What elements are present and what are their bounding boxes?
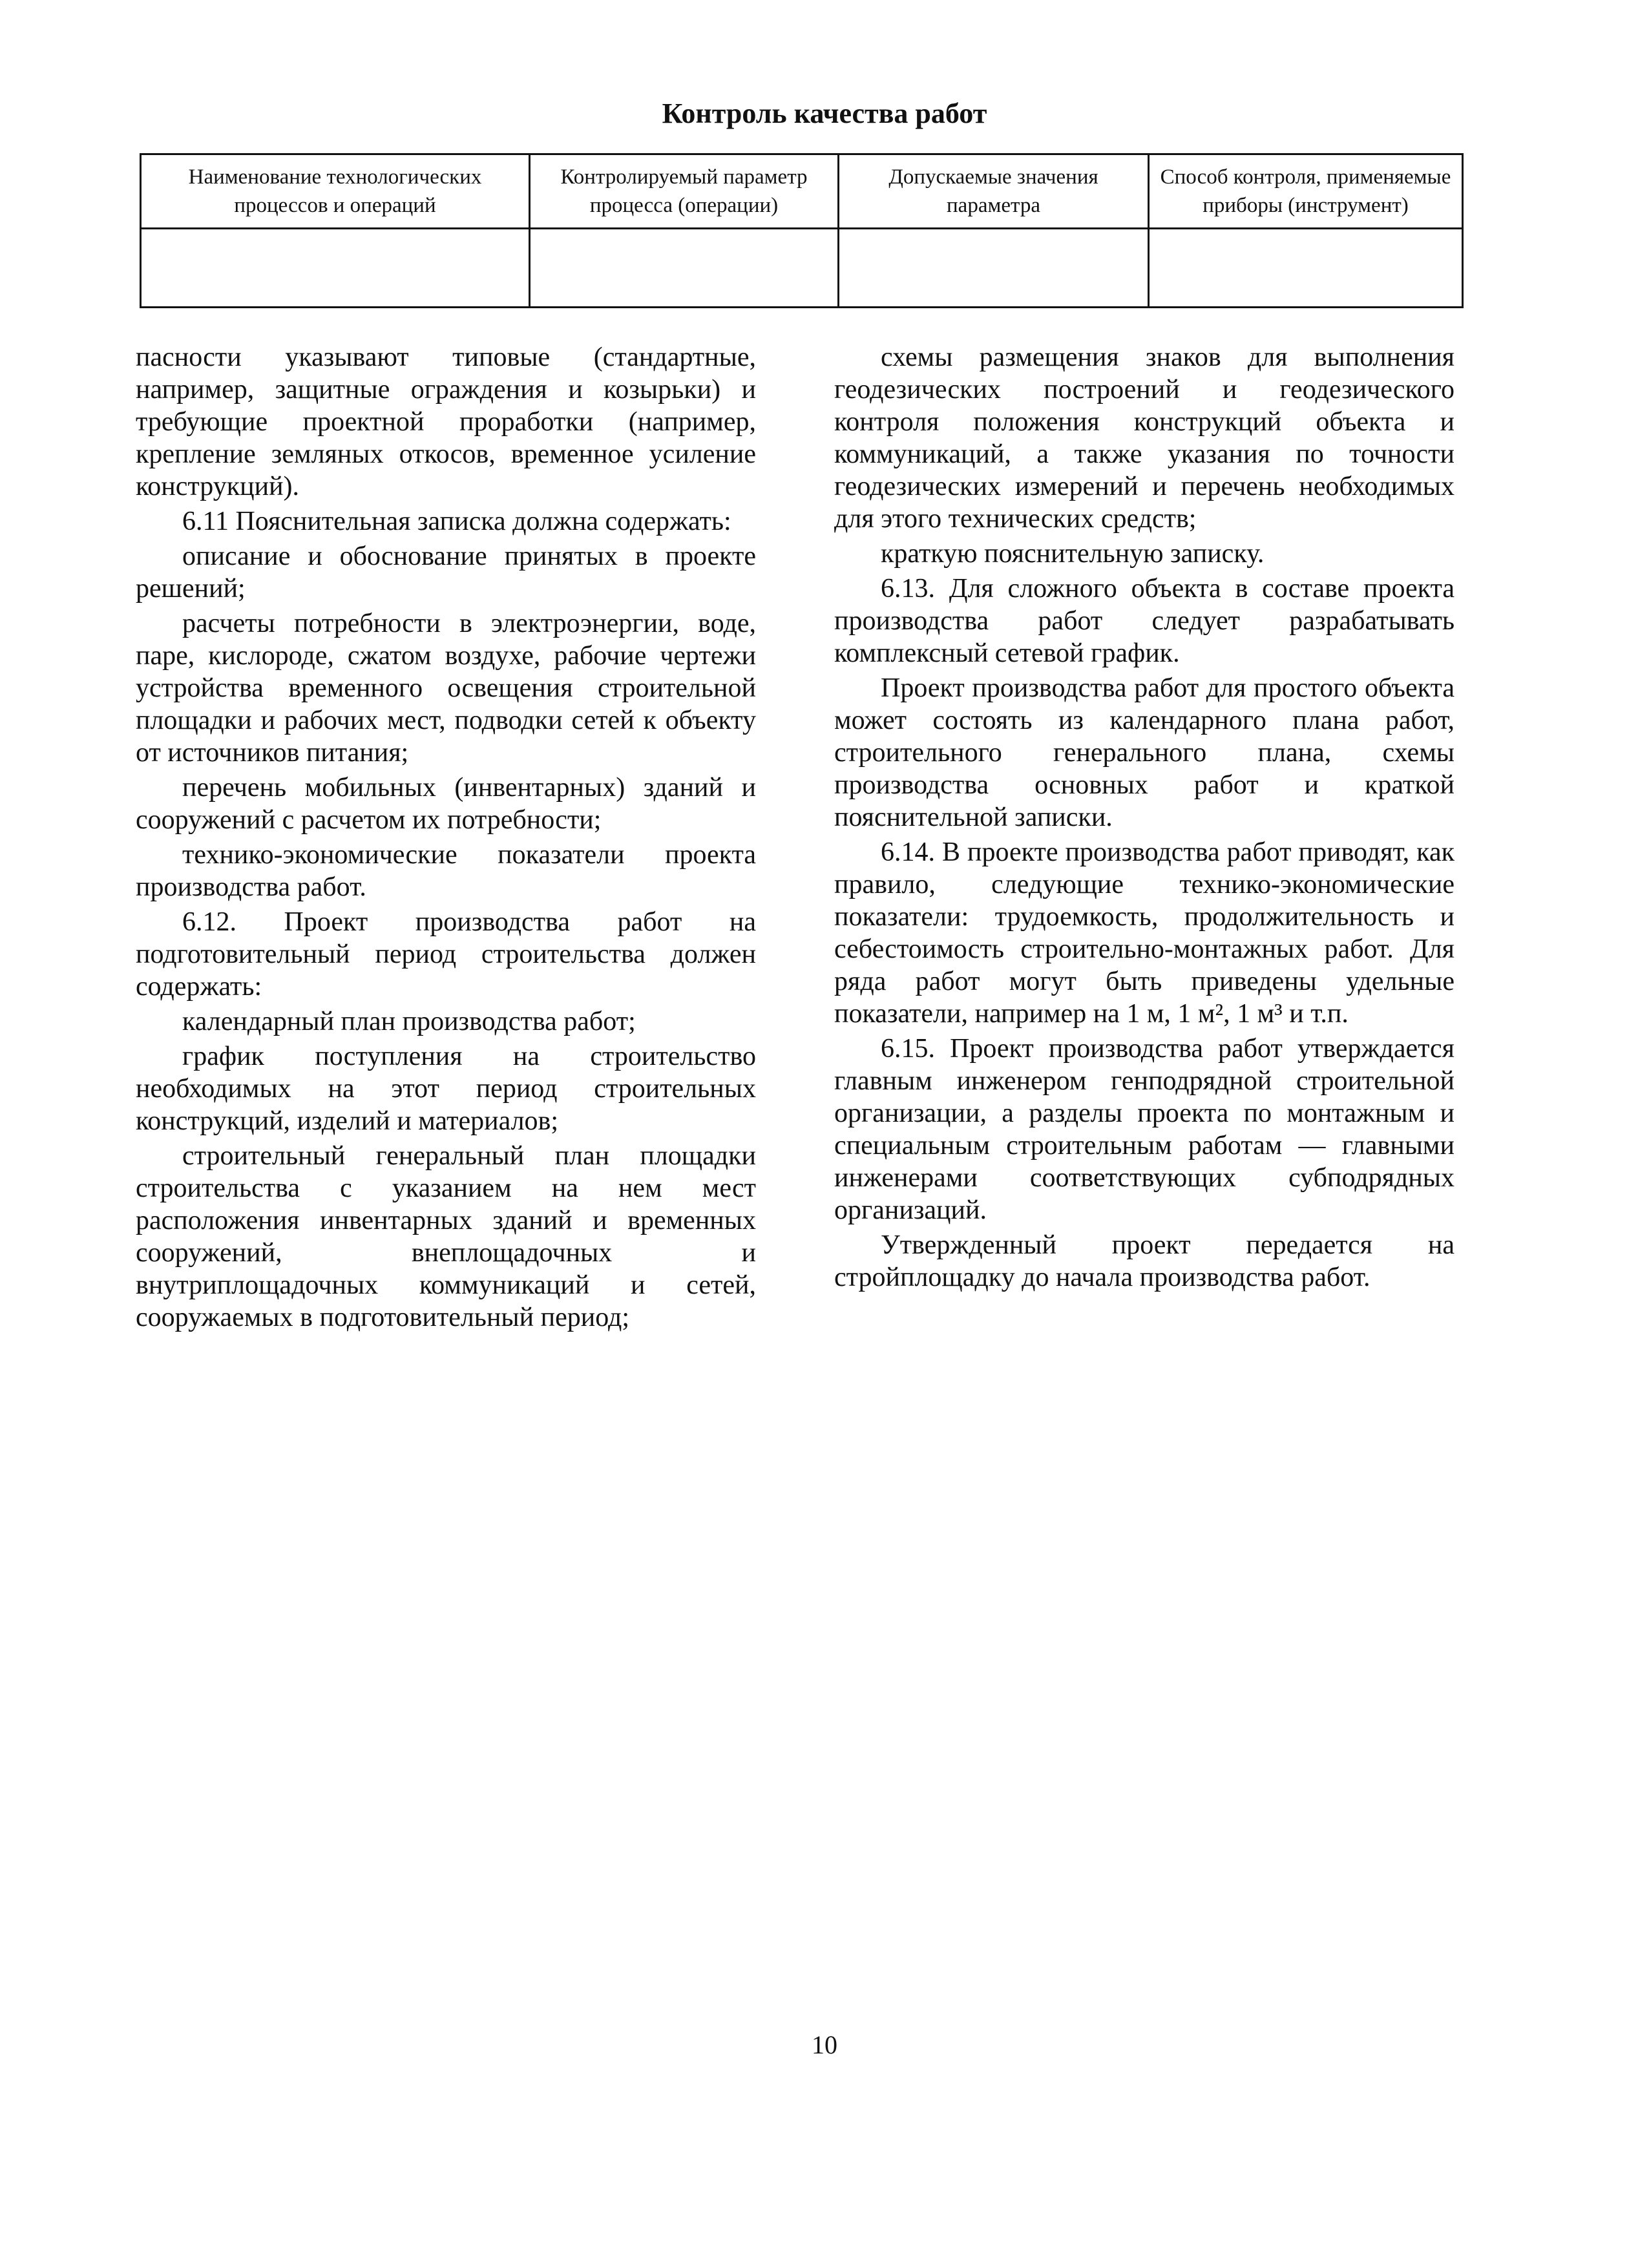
paragraph: график поступления на строительство необходимых на этот период строительных конструкций, изделий и материалов; — [136, 1042, 756, 1136]
table-cell — [530, 229, 839, 308]
paragraph: Утвержденный проект передается на стройплощадку до начала производства работ. — [834, 1230, 1455, 1292]
paragraph: пасности указывают типовые (стандартные, например, защитные ограждения и козырьки) и требующие проектной проработки (например, крепление земляных откосов, временное усиление конструкций). — [136, 342, 756, 501]
paragraph: календарный план производства работ; — [182, 1007, 636, 1036]
paragraph: 6.11 Пояснительная записка должна содержать: — [182, 507, 731, 536]
paragraph: перечень мобильных (инвентарных) зданий и сооружений с расчетом их потребности; — [136, 773, 756, 835]
paragraph: расчеты потребности в электроэнергии, воде, паре, кислороде, сжатом воздухе, рабочие чертежи устройства временного освещения строительной площадки и рабочих мест, подводки сетей к объекту от источников питания; — [136, 609, 756, 768]
table-cell — [141, 229, 530, 308]
header-allowed-values: Допускаемые значения параметра — [839, 154, 1149, 229]
paragraph: 6.12. Проект производства работ на подготовительный период строительства должен содержать: — [136, 907, 756, 1002]
table-header-row — [141, 154, 1463, 229]
paragraph: схемы размещения знаков для выполнения геодезических построений и геодезического контроля положения конструкций объекта и коммуникаций, а также указания по точности геодезических измерений и перечень необходимых для этого технических средств; — [834, 342, 1455, 534]
paragraph: Проект производства работ для простого объекта может состоять из календарного плана работ, строительного генерального плана, схемы производства основных работ и краткой пояснительной записки. — [834, 673, 1455, 832]
page-number: 10 — [812, 2030, 837, 2059]
right-text-column — [834, 341, 1455, 1296]
table-cell — [839, 229, 1149, 308]
left-text-column — [136, 341, 756, 1336]
header-control-method: Способ контроля, применяемые приборы (инструмент) — [1149, 154, 1463, 229]
paragraph: 6.15. Проект производства работ утверждается главным инженером генподрядной строительной организации, а разделы проекта по монтажным и специальным строительным работам — главными инженерами соответствующих субподрядных организаций. — [834, 1034, 1455, 1225]
paragraph: описание и обоснование принятых в проекте решений; — [136, 541, 756, 604]
page-title: Контроль качества работ — [662, 98, 987, 129]
paragraph: строительный генеральный план площадки строительства с указанием на нем мест расположения инвентарных зданий и временных сооружений, внеплощадочных и внутриплощадочных коммуникаций и сетей, сооружаемых в подготовительный период; — [136, 1141, 756, 1332]
paragraph: краткую пояснительную записку. — [881, 539, 1265, 569]
paragraph: 6.14. В проекте производства работ приводят, как правило, следующие технико-экономические показатели: трудоемкость, продолжительность и себестоимость строительно-монтажных работ. Для ряда работ могут быть приведены удельные показатели, например на 1 м, 1 м², 1 м³ и т.п. — [834, 837, 1455, 1029]
table-row — [141, 229, 1463, 308]
paragraph: 6.13. Для сложного объекта в составе проекта производства работ следует разрабатывать комплексный сетевой график. — [834, 574, 1455, 668]
quality-control-table — [140, 153, 1464, 308]
table-cell — [1149, 229, 1463, 308]
header-process-name: Наименование технологических процессов и операций — [141, 154, 530, 229]
header-controlled-parameter: Контролируемый параметр процесса (операции) — [530, 154, 839, 229]
paragraph: технико-экономические показатели проекта производства работ. — [136, 840, 756, 902]
